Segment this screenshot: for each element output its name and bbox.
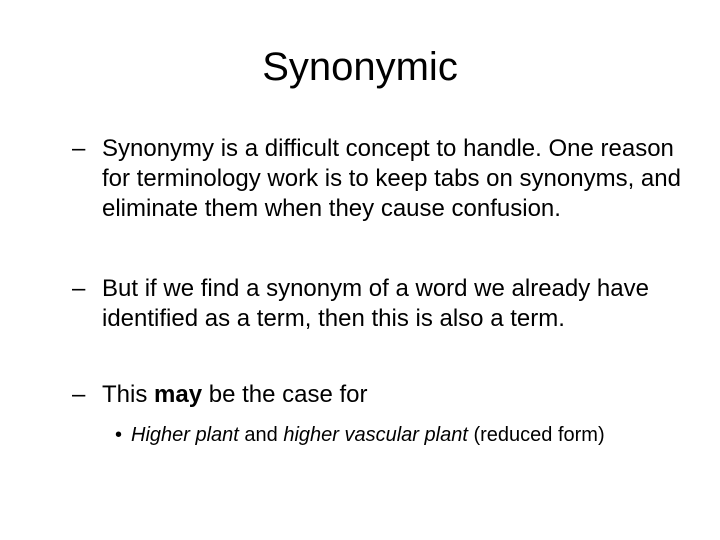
example-note: (reduced form)	[467, 424, 605, 446]
bullet-point-may-be-case	[72, 380, 702, 410]
bullet-text: But if we find a synonym of a word we already have identified as a term, then this is also a term.	[102, 275, 649, 332]
bullet-text-post: be the case for	[202, 381, 368, 408]
dash-marker: –	[72, 135, 86, 162]
bullet-text	[102, 380, 702, 410]
sub-bullet-text	[131, 421, 675, 449]
bullet-marker: •	[115, 424, 123, 446]
example-term-1: Higher plant	[131, 424, 239, 446]
bullet-text-pre: This	[102, 381, 155, 408]
bullet-point-synonymy	[72, 134, 702, 224]
bullet-point-term-synonym	[72, 274, 702, 334]
dash-marker: –	[72, 381, 86, 408]
bold-emphasis: may	[154, 381, 203, 408]
dash-marker: –	[72, 275, 86, 302]
example-term-2: higher vascular plant	[283, 424, 468, 446]
example-connector: and	[238, 424, 284, 446]
sub-bullet-example	[115, 421, 675, 449]
slide-title: Synonymic	[262, 45, 458, 89]
bullet-text: Synonymy is a difficult concept to handle. One reason for terminology work is to keep tabs on synonyms, and eliminate them when they cause confusion.	[102, 135, 681, 222]
